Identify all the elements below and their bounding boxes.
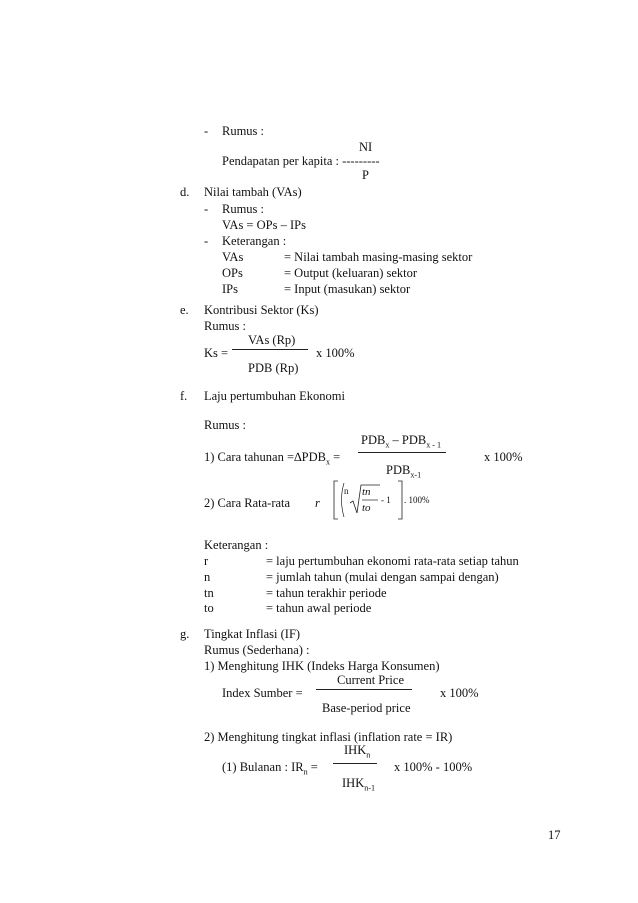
bullet-dash: -	[204, 124, 209, 138]
formula-lhs: (1) Bulanan : $IR_n$ =	[222, 760, 318, 777]
variable-r: r	[315, 496, 320, 510]
formula-multiplier: x 100%	[440, 686, 479, 700]
term-desc: = Input (masukan) sektor	[284, 282, 411, 296]
sub-item: 2) Menghitung tingkat inflasi (inflation rate = IR)	[204, 730, 453, 744]
bullet-dash: -	[204, 202, 209, 216]
term: VAs	[222, 250, 244, 264]
term-desc: = jumlah tahun (mulai dengan sampai dengan)	[266, 570, 499, 584]
term: n	[204, 570, 211, 584]
keterangan-label: Keterangan :	[222, 234, 287, 248]
formula-label: Pendapatan per kapita : ---------	[222, 154, 380, 168]
root-multiplier: . 100%	[404, 495, 430, 505]
formula-lhs: 1) Cara tahunan $=\Delta PDB_x$ =	[204, 450, 341, 467]
root-minus-one: - 1	[381, 495, 391, 505]
formula-denominator: $PDB_{x-1}$	[386, 463, 422, 480]
term: OPs	[222, 266, 243, 280]
section-title-d: Nilai tambah (VAs)	[204, 185, 302, 199]
formula-denominator: Base-period price	[322, 701, 411, 715]
formula-multiplier: x 100% - 100%	[394, 760, 473, 774]
term: to	[204, 601, 214, 615]
root-denominator: to	[362, 502, 371, 514]
formula-lhs: 2) Cara Rata-rata	[204, 496, 291, 510]
root-index: n	[344, 486, 349, 496]
formula-numerator: Current Price	[337, 673, 404, 687]
sub-item: 1) Menghitung IHK (Indeks Harga Konsumen)	[204, 659, 440, 673]
formula-vas: VAs = OPs – IPs	[222, 218, 306, 232]
formula-denominator: $IHK_{n-1}$	[342, 776, 376, 793]
fraction-bar	[358, 452, 446, 453]
rumus-label: Rumus (Sederhana) :	[204, 643, 310, 657]
formula-numerator: $PDB_x - PDB_{x - 1}$	[361, 433, 442, 450]
term: IPs	[222, 282, 238, 296]
formula-multiplier: x 100%	[484, 450, 523, 464]
section-title-e: Kontribusi Sektor (Ks)	[204, 303, 319, 317]
page-number: 17	[548, 828, 561, 842]
term-desc: = Nilai tambah masing-masing sektor	[284, 250, 473, 264]
section-letter-g: g.	[180, 627, 190, 641]
fraction-bar	[232, 349, 308, 350]
term: tn	[204, 586, 214, 600]
formula-multiplier: x 100%	[316, 346, 355, 360]
rumus-label: Rumus :	[204, 418, 247, 432]
section-letter-f: f.	[180, 389, 188, 403]
formula-lhs: Ks =	[204, 346, 229, 360]
bullet-dash: -	[204, 234, 209, 248]
section-letter-d: d.	[180, 185, 190, 199]
root-numerator: tn	[362, 486, 371, 498]
term-desc: = laju pertumbuhan ekonomi rata-rata setiap tahun	[266, 554, 519, 568]
fraction-bar	[316, 689, 412, 690]
keterangan-label: Keterangan :	[204, 538, 269, 552]
term-desc: = tahun awal periode	[266, 601, 372, 615]
rumus-label: Rumus :	[222, 202, 265, 216]
rumus-label: Rumus :	[222, 124, 265, 138]
fraction-bar	[333, 763, 377, 764]
formula-denominator: P	[362, 168, 369, 182]
term: r	[204, 554, 209, 568]
term-desc: = Output (keluaran) sektor	[284, 266, 418, 280]
formula-numerator: VAs (Rp)	[248, 333, 296, 347]
formula-numerator: $IHK_n$	[344, 743, 371, 760]
formula-lhs: Index Sumber =	[222, 686, 303, 700]
rumus-label: Rumus :	[204, 319, 247, 333]
section-title-g: Tingkat Inflasi (IF)	[204, 627, 301, 641]
formula-denominator: PDB (Rp)	[248, 361, 299, 375]
section-title-f: Laju pertumbuhan Ekonomi	[204, 389, 345, 403]
formula-numerator: NI	[359, 140, 373, 154]
term-desc: = tahun terakhir periode	[266, 586, 387, 600]
section-letter-e: e.	[180, 303, 189, 317]
